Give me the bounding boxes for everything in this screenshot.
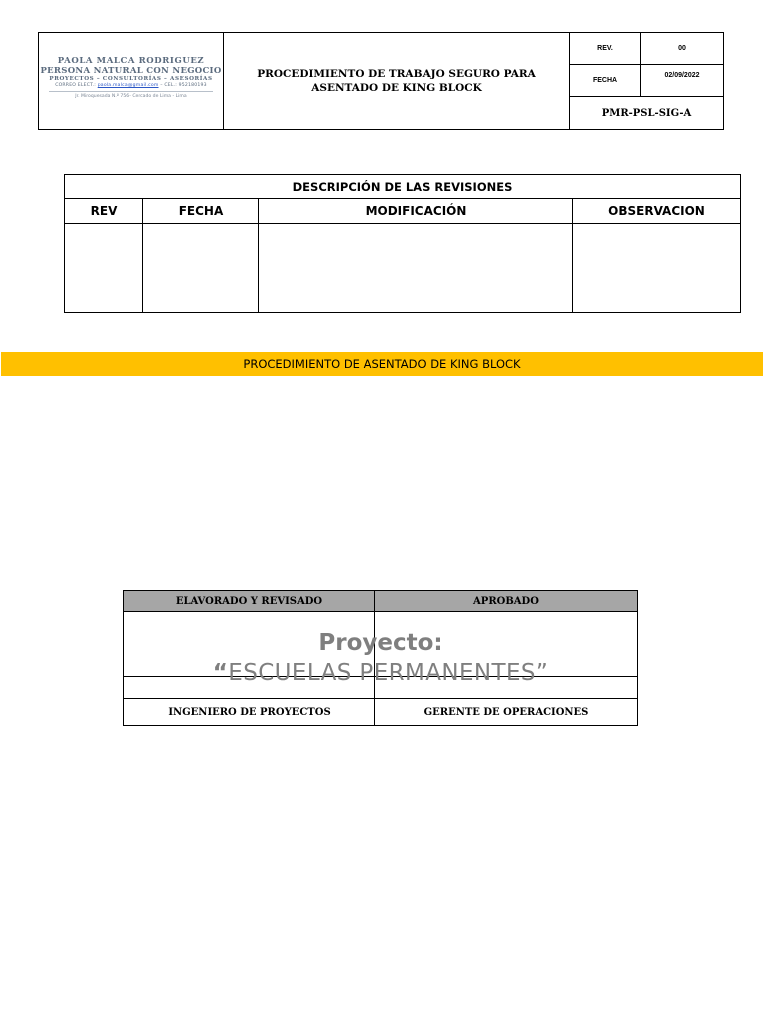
watermark-quote: “ [212, 660, 229, 686]
fecha-label: FECHA [570, 65, 641, 97]
logo-subtitle: PERSONA NATURAL CON NEGOCIO [40, 66, 222, 76]
project-watermark-label: Proyecto: [318, 630, 443, 656]
project-watermark-name [123, 660, 638, 686]
email-link[interactable]: paola.malca@gmail.com [97, 83, 159, 88]
document-header [38, 32, 724, 130]
logo-divider [49, 91, 213, 92]
column-divider [258, 199, 259, 312]
document-code: PMR-PSL-SIG-A [601, 107, 692, 119]
rev-label: REV. [570, 33, 641, 65]
document-title: PROCEDIMIENTO DE TRABAJO SEGURO PARA ASENTADO DE KING BLOCK [224, 33, 570, 129]
approved-header: APROBADO [375, 591, 637, 612]
column-header-rev: REV [65, 199, 143, 224]
engineer-role: INGENIERO DE PROYECTOS [168, 706, 331, 718]
logo-services: PROYECTOS – CONSULTORÍAS – ASESORÍAS [49, 76, 213, 82]
elaborated-header: ELAVORADO Y REVISADO [124, 591, 375, 612]
logo-contact [39, 83, 223, 88]
column-header-modificacion: MODIFICACIÓN [259, 199, 573, 224]
email-label: CORREO ELECT.: [55, 83, 97, 88]
logo-name: PAOLA MALCA RODRIGUEZ [57, 56, 205, 66]
section-banner: PROCEDIMIENTO DE ASENTADO DE KING BLOCK [1, 352, 763, 376]
revisions-table [64, 174, 741, 313]
watermark-project: ESCUELAS PERMANENTES” [228, 660, 549, 686]
column-divider [142, 199, 143, 312]
signature-table [123, 590, 638, 726]
fecha-value: 02/09/2022 [641, 65, 723, 97]
column-divider [572, 199, 573, 312]
manager-role: GERENTE DE OPERACIONES [423, 706, 589, 718]
phone: – CEL.: 952180193 [160, 83, 207, 88]
column-header-fecha: FECHA [143, 199, 259, 224]
revisions-title: DESCRIPCIÓN DE LAS REVISIONES [65, 175, 740, 199]
logo-address: Jr. Miroquesada N.º 756- Cercado de Lima - Lima [75, 94, 187, 99]
company-logo [39, 33, 224, 129]
rev-value: 00 [641, 33, 723, 65]
column-header-observacion: OBSERVACION [573, 199, 740, 224]
